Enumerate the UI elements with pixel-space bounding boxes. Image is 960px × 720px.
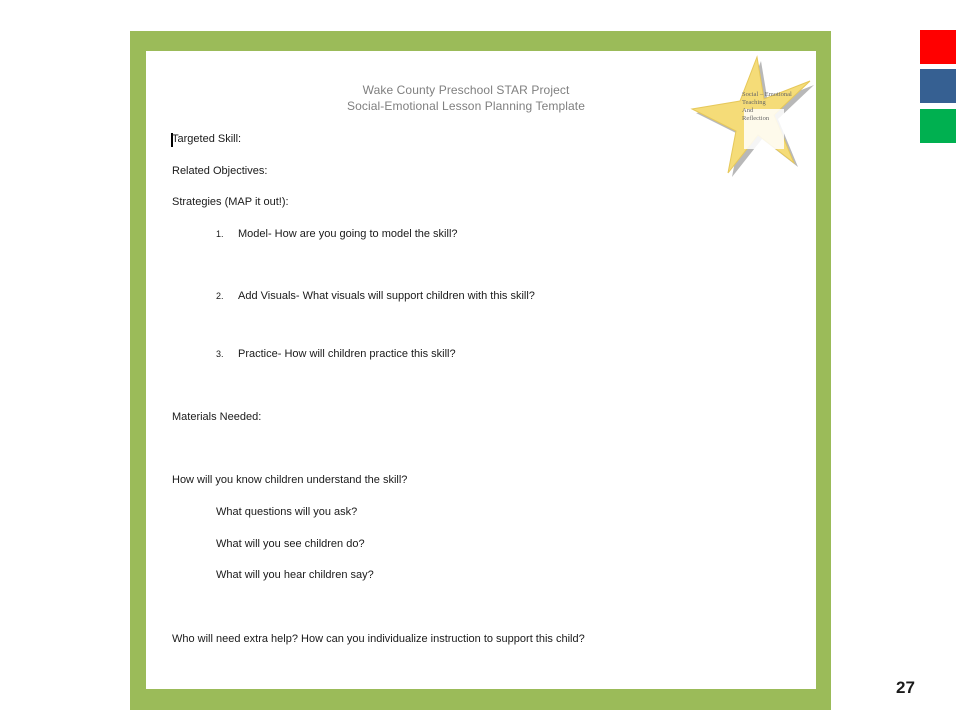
nav-button-blue[interactable] — [920, 69, 956, 103]
document-page — [146, 51, 816, 689]
strategy-number: 2. — [216, 291, 224, 301]
nav-button-red[interactable] — [920, 30, 956, 64]
document-title-line1: Wake County Preschool STAR Project — [362, 83, 570, 97]
document-frame — [130, 31, 831, 710]
strategy-item — [216, 290, 535, 302]
strategy-text: Add Visuals- What visuals will support children with this skill? — [238, 290, 535, 302]
logo-line: Social – Emotional — [742, 91, 792, 98]
strategies-label: Strategies (MAP it out!): — [172, 196, 289, 208]
strategy-text: Practice- How will children practice this skill? — [238, 348, 456, 360]
page-number: 27 — [896, 678, 915, 697]
sub-question: What will you hear children say? — [216, 569, 374, 581]
strategy-text: Model- How are you going to model the skill? — [238, 228, 458, 240]
logo-line: And — [742, 107, 754, 114]
materials-label: Materials Needed: — [172, 411, 262, 423]
document-title-line2: Social-Emotional Lesson Planning Template — [346, 99, 586, 113]
nav-button-green[interactable] — [920, 109, 956, 143]
sub-question: What will you see children do? — [216, 538, 365, 550]
strategy-number: 3. — [216, 349, 224, 359]
star-logo — [686, 51, 816, 179]
related-objectives-label: Related Objectives: — [172, 165, 268, 177]
strategy-item — [216, 228, 458, 240]
extra-help-question: Who will need extra help? How can you individualize instruction to support this child? — [172, 633, 585, 645]
targeted-skill-label: Targeted Skill: — [172, 133, 242, 145]
understand-question: How will you know children understand the skill? — [172, 474, 408, 486]
strategy-number: 1. — [216, 229, 224, 239]
star-logo-text — [742, 91, 792, 123]
strategy-item — [216, 348, 456, 360]
sub-question: What questions will you ask? — [216, 506, 358, 518]
logo-line: Teaching — [742, 99, 766, 106]
logo-line: Reflection — [742, 115, 770, 122]
